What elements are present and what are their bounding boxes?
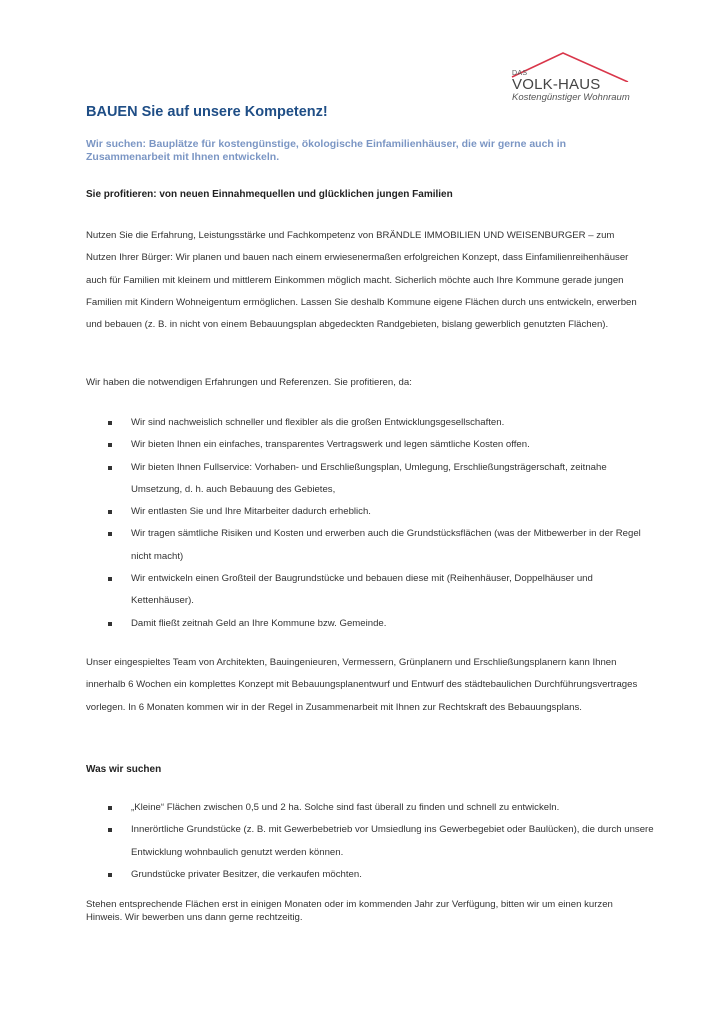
bullet-icon bbox=[108, 622, 112, 626]
list-item: Wir bieten Ihnen ein einfaches, transparentes Vertragswerk und legen sämtliche Kosten offen. bbox=[86, 434, 656, 456]
list-item: Wir tragen sämtliche Risiken und Kosten und erwerben auch die Grundstücksflächen (was der Mitbewerber in der Regel nicht macht) bbox=[86, 523, 656, 568]
logo-tagline: Kostengünstiger Wohnraum bbox=[512, 92, 630, 103]
volk-haus-logo bbox=[504, 52, 639, 104]
bullet-icon bbox=[108, 873, 112, 877]
list-item: Wir entwickeln einen Großteil der Baugrundstücke und bebauen diese mit (Reihenhäuser, Doppelhäuser und Kettenhäuser). bbox=[86, 568, 656, 613]
list-item: Grundstücke privater Besitzer, die verkaufen möchten. bbox=[86, 864, 656, 886]
benefits-intro: Wir haben die notwendigen Erfahrungen und Referenzen. Sie profitieren, da: bbox=[86, 377, 412, 388]
intro-paragraph: Nutzen Sie die Erfahrung, Leistungsstärke und Fachkompetenz von BRÄNDLE IMMOBILIEN UND WEISENBURGER – zum Nutzen Ihrer Bürger: Wir planen und bauen nach einem erwiesenermaßen erfolgreichen Konzept, dass Einfamilienreihenhäuser auch für Familien mit kleinem und mittlerem Einkommen möglich macht. Sicherlich möchte auch Ihre Kommune gerade jungen Familien mit Kindern Wohneigentum ermöglichen. Lassen Sie deshalb Kommune eigene Flächen durch uns entwickeln, erwerben und bebauen (z. B. in nicht von einem Bebauungsplan abgedeckten Randgebieten, bislang gewerblich genutzten Flächen). bbox=[86, 230, 637, 331]
bullet-icon bbox=[108, 421, 112, 425]
search-list bbox=[86, 797, 656, 886]
list-item: Wir sind nachweislich schneller und flexibler als die großen Entwicklungsgesellschaften. bbox=[86, 412, 656, 434]
section-heading-search: Was wir suchen bbox=[86, 764, 162, 775]
bullet-icon bbox=[108, 828, 112, 832]
bullet-icon bbox=[108, 443, 112, 447]
closing-paragraph: Stehen entsprechende Flächen erst in einigen Monaten oder im kommenden Jahr zur Verfügung, bitten wir um einen kurzen Hinweis. Wir bewerben uns dann gerne rechtzeitig. bbox=[86, 899, 613, 923]
bullet-icon bbox=[108, 806, 112, 810]
bullet-icon bbox=[108, 577, 112, 581]
logo-name: VOLK-HAUS bbox=[512, 76, 601, 93]
list-item: Damit fließt zeitnah Geld an Ihre Kommune bzw. Gemeinde. bbox=[86, 613, 656, 635]
benefits-list bbox=[86, 412, 656, 635]
list-item: Innerörtliche Grundstücke (z. B. mit Gewerbebetrieb vor Umsiedlung ins Gewerbegebiet oder Baulücken), die durch unsere Entwicklung wohnbaulich genutzt werden können. bbox=[86, 819, 656, 864]
bullet-icon bbox=[108, 466, 112, 470]
subtitle: Wir suchen: Bauplätze für kostengünstige, ökologische Einfamilienhäuser, die wir gerne auch in Zusammenarbeit mit Ihnen entwickeln. bbox=[86, 138, 567, 163]
bullet-icon bbox=[108, 510, 112, 514]
page-title: BAUEN Sie auf unsere Kompetenz! bbox=[86, 104, 328, 120]
team-paragraph: Unser eingespieltes Team von Architekten, Bauingenieuren, Vermessern, Grünplanern und Erschließungsplanern kann Ihnen innerhalb 6 Wochen ein komplettes Konzept mit Bebauungsplanentwurf und Entwurf des städtebaulichen Durchführungsvertrages vorlegen. In 6 Monaten kommen wir in der Regel in Zusammenarbeit mit Ihnen zur Rechtskraft des Bebauungsplans. bbox=[86, 657, 638, 713]
list-item: Wir entlasten Sie und Ihre Mitarbeiter dadurch erheblich. bbox=[86, 501, 656, 523]
section-heading-benefits: Sie profitieren: von neuen Einnahmequellen und glücklichen jungen Familien bbox=[86, 189, 453, 200]
bullet-icon bbox=[108, 532, 112, 536]
list-item: „Kleine“ Flächen zwischen 0,5 und 2 ha. Solche sind fast überall zu finden und schnell zu entwickeln. bbox=[86, 797, 656, 819]
logo-prefix: DAS bbox=[512, 70, 528, 77]
list-item: Wir bieten Ihnen Fullservice: Vorhaben- und Erschließungsplan, Umlegung, Erschließungsträgerschaft, zeitnahe Umsetzung, d. h. auch Bebauung des Gebietes, bbox=[86, 457, 656, 502]
